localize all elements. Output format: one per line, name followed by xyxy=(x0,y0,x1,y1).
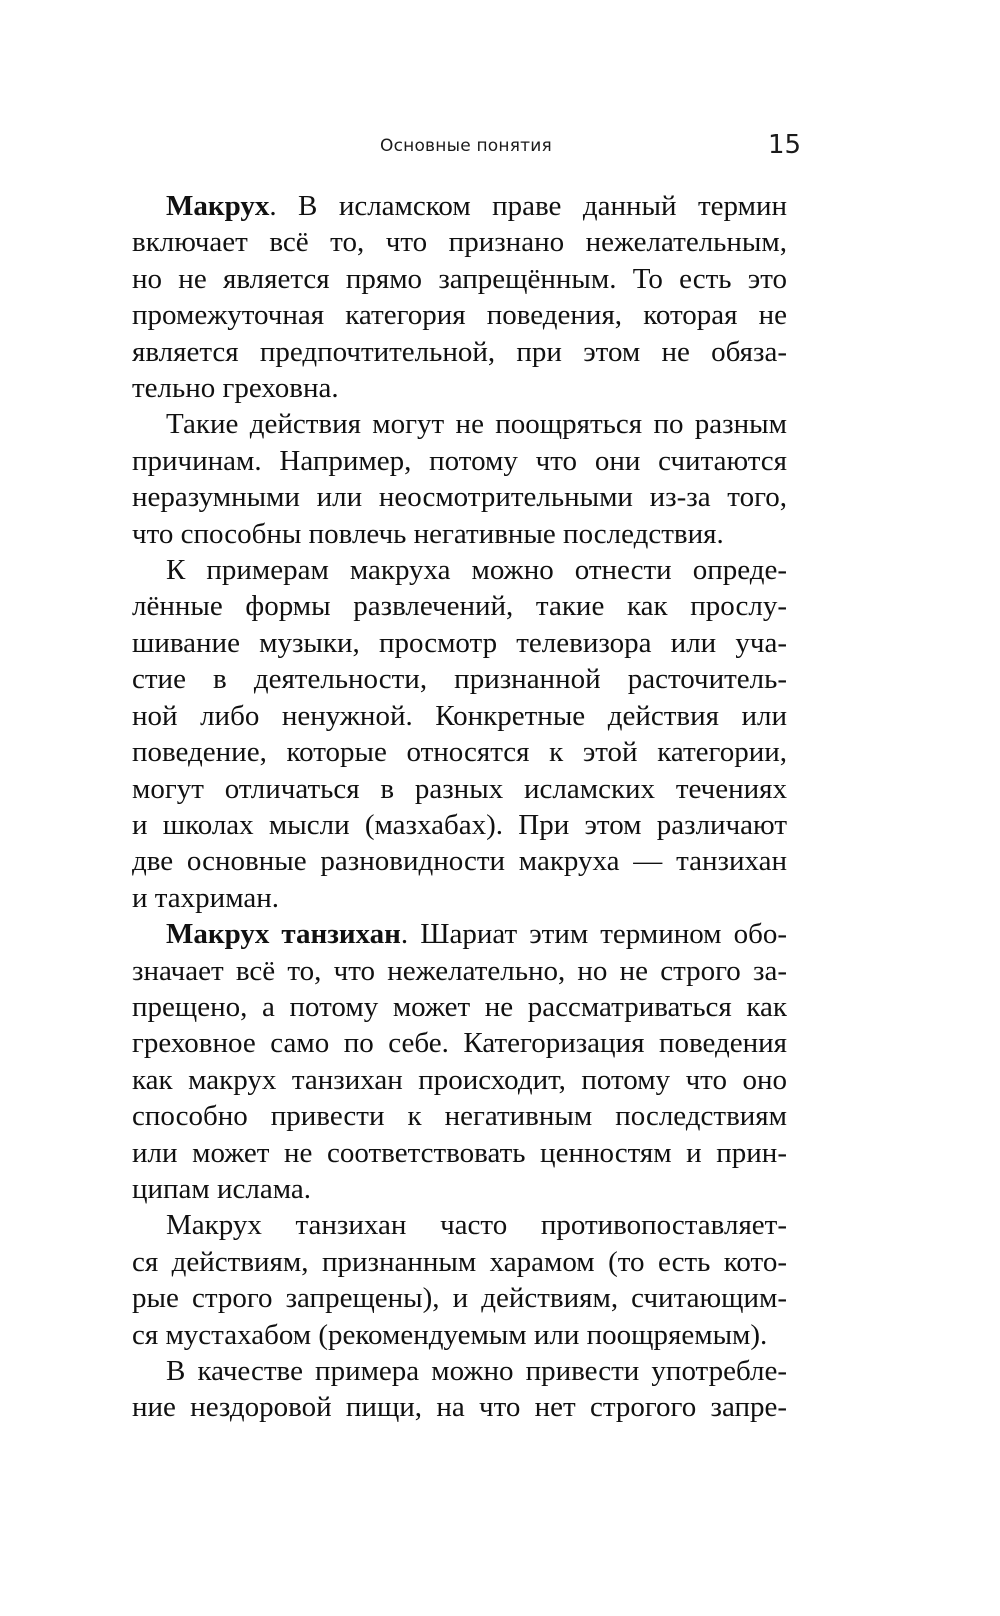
body-text xyxy=(132,188,787,1426)
text-line: стие в деятельности, признанной расточитель- xyxy=(132,663,787,696)
text-line: лённые формы развлечений, такие как прослу- xyxy=(132,590,787,623)
text-line: Макрух. В исламском праве данный термин xyxy=(166,190,787,222)
text-line: и тахриман. xyxy=(132,881,279,914)
text-line: Такие действия могут не поощряться по разным xyxy=(166,408,787,441)
paragraph xyxy=(132,406,787,552)
text-line: неразумными или неосмотрительными из-за того, xyxy=(132,481,787,514)
text-line: как макрух танзихан происходит, потому что оно xyxy=(132,1063,787,1096)
text-line: могут отличаться в разных исламских течениях xyxy=(132,772,787,805)
text-line: или может не соответствовать ценностям и прин- xyxy=(132,1136,787,1169)
text-line: Макрух танзихан часто противопоставляет- xyxy=(166,1209,787,1242)
text-line: является предпочтительной, при этом не обяза- xyxy=(132,335,787,368)
page-number: 15 xyxy=(768,130,802,160)
text-line: В качестве примера можно привести употребле- xyxy=(166,1355,787,1387)
text-line: и школах мысли (мазхабах). При этом различают xyxy=(132,808,787,841)
text-line: ся действиям, признанным харамом (то есть кото- xyxy=(132,1245,787,1278)
text-line: рые строго запрещены), и действиям, считающим- xyxy=(132,1282,787,1315)
term-makruh-tanzihan: Макрух танзихан xyxy=(166,918,401,951)
running-title: Основные понятия xyxy=(380,136,552,156)
text-line: ципам ислама. xyxy=(132,1172,312,1205)
text-line: но не является прямо запрещённым. То есть это xyxy=(132,262,787,295)
text-line: К примерам макруха можно отнести опреде- xyxy=(166,554,787,587)
text-line: Макрух танзихан. Шариат этим термином обо- xyxy=(166,918,788,951)
text-line: способно привести к негативным последствиям xyxy=(132,1100,787,1133)
term-makruh: Макрух xyxy=(166,190,270,222)
text-line: тельно греховна. xyxy=(132,372,339,405)
paragraph xyxy=(132,1353,787,1426)
paragraph-makruh-tanzihan xyxy=(132,916,787,1207)
text-line: что способны повлечь негативные последствия. xyxy=(132,517,724,550)
text-line: прещено, а потому может не рассматриваться как xyxy=(132,990,787,1023)
text-line: шивание музыки, просмотр телевизора или уча- xyxy=(132,626,787,659)
text-line: ся мустахабом (рекомендуемым или поощряемым). xyxy=(132,1318,768,1351)
text-line: ние нездоровой пищи, на что нет строгого запре- xyxy=(132,1391,787,1424)
text-line: греховное само по себе. Категоризация поведения xyxy=(132,1027,787,1060)
paragraph xyxy=(132,552,787,916)
paragraph xyxy=(132,1207,787,1353)
text-line: промежуточная категория поведения, которая не xyxy=(132,299,787,332)
text-line: значает всё то, что нежелательно, но не строго за- xyxy=(132,954,787,987)
text-line: ной либо ненужной. Конкретные действия или xyxy=(132,699,787,732)
text-line: причинам. Например, потому что они считаются xyxy=(132,444,787,477)
text-line: две основные разновидности макруха — танзихан xyxy=(132,845,787,878)
text-line: включает всё то, что признано нежелательным, xyxy=(132,226,787,259)
text-line: поведение, которые относятся к этой категории, xyxy=(132,736,787,769)
paragraph-makruh xyxy=(132,188,787,406)
